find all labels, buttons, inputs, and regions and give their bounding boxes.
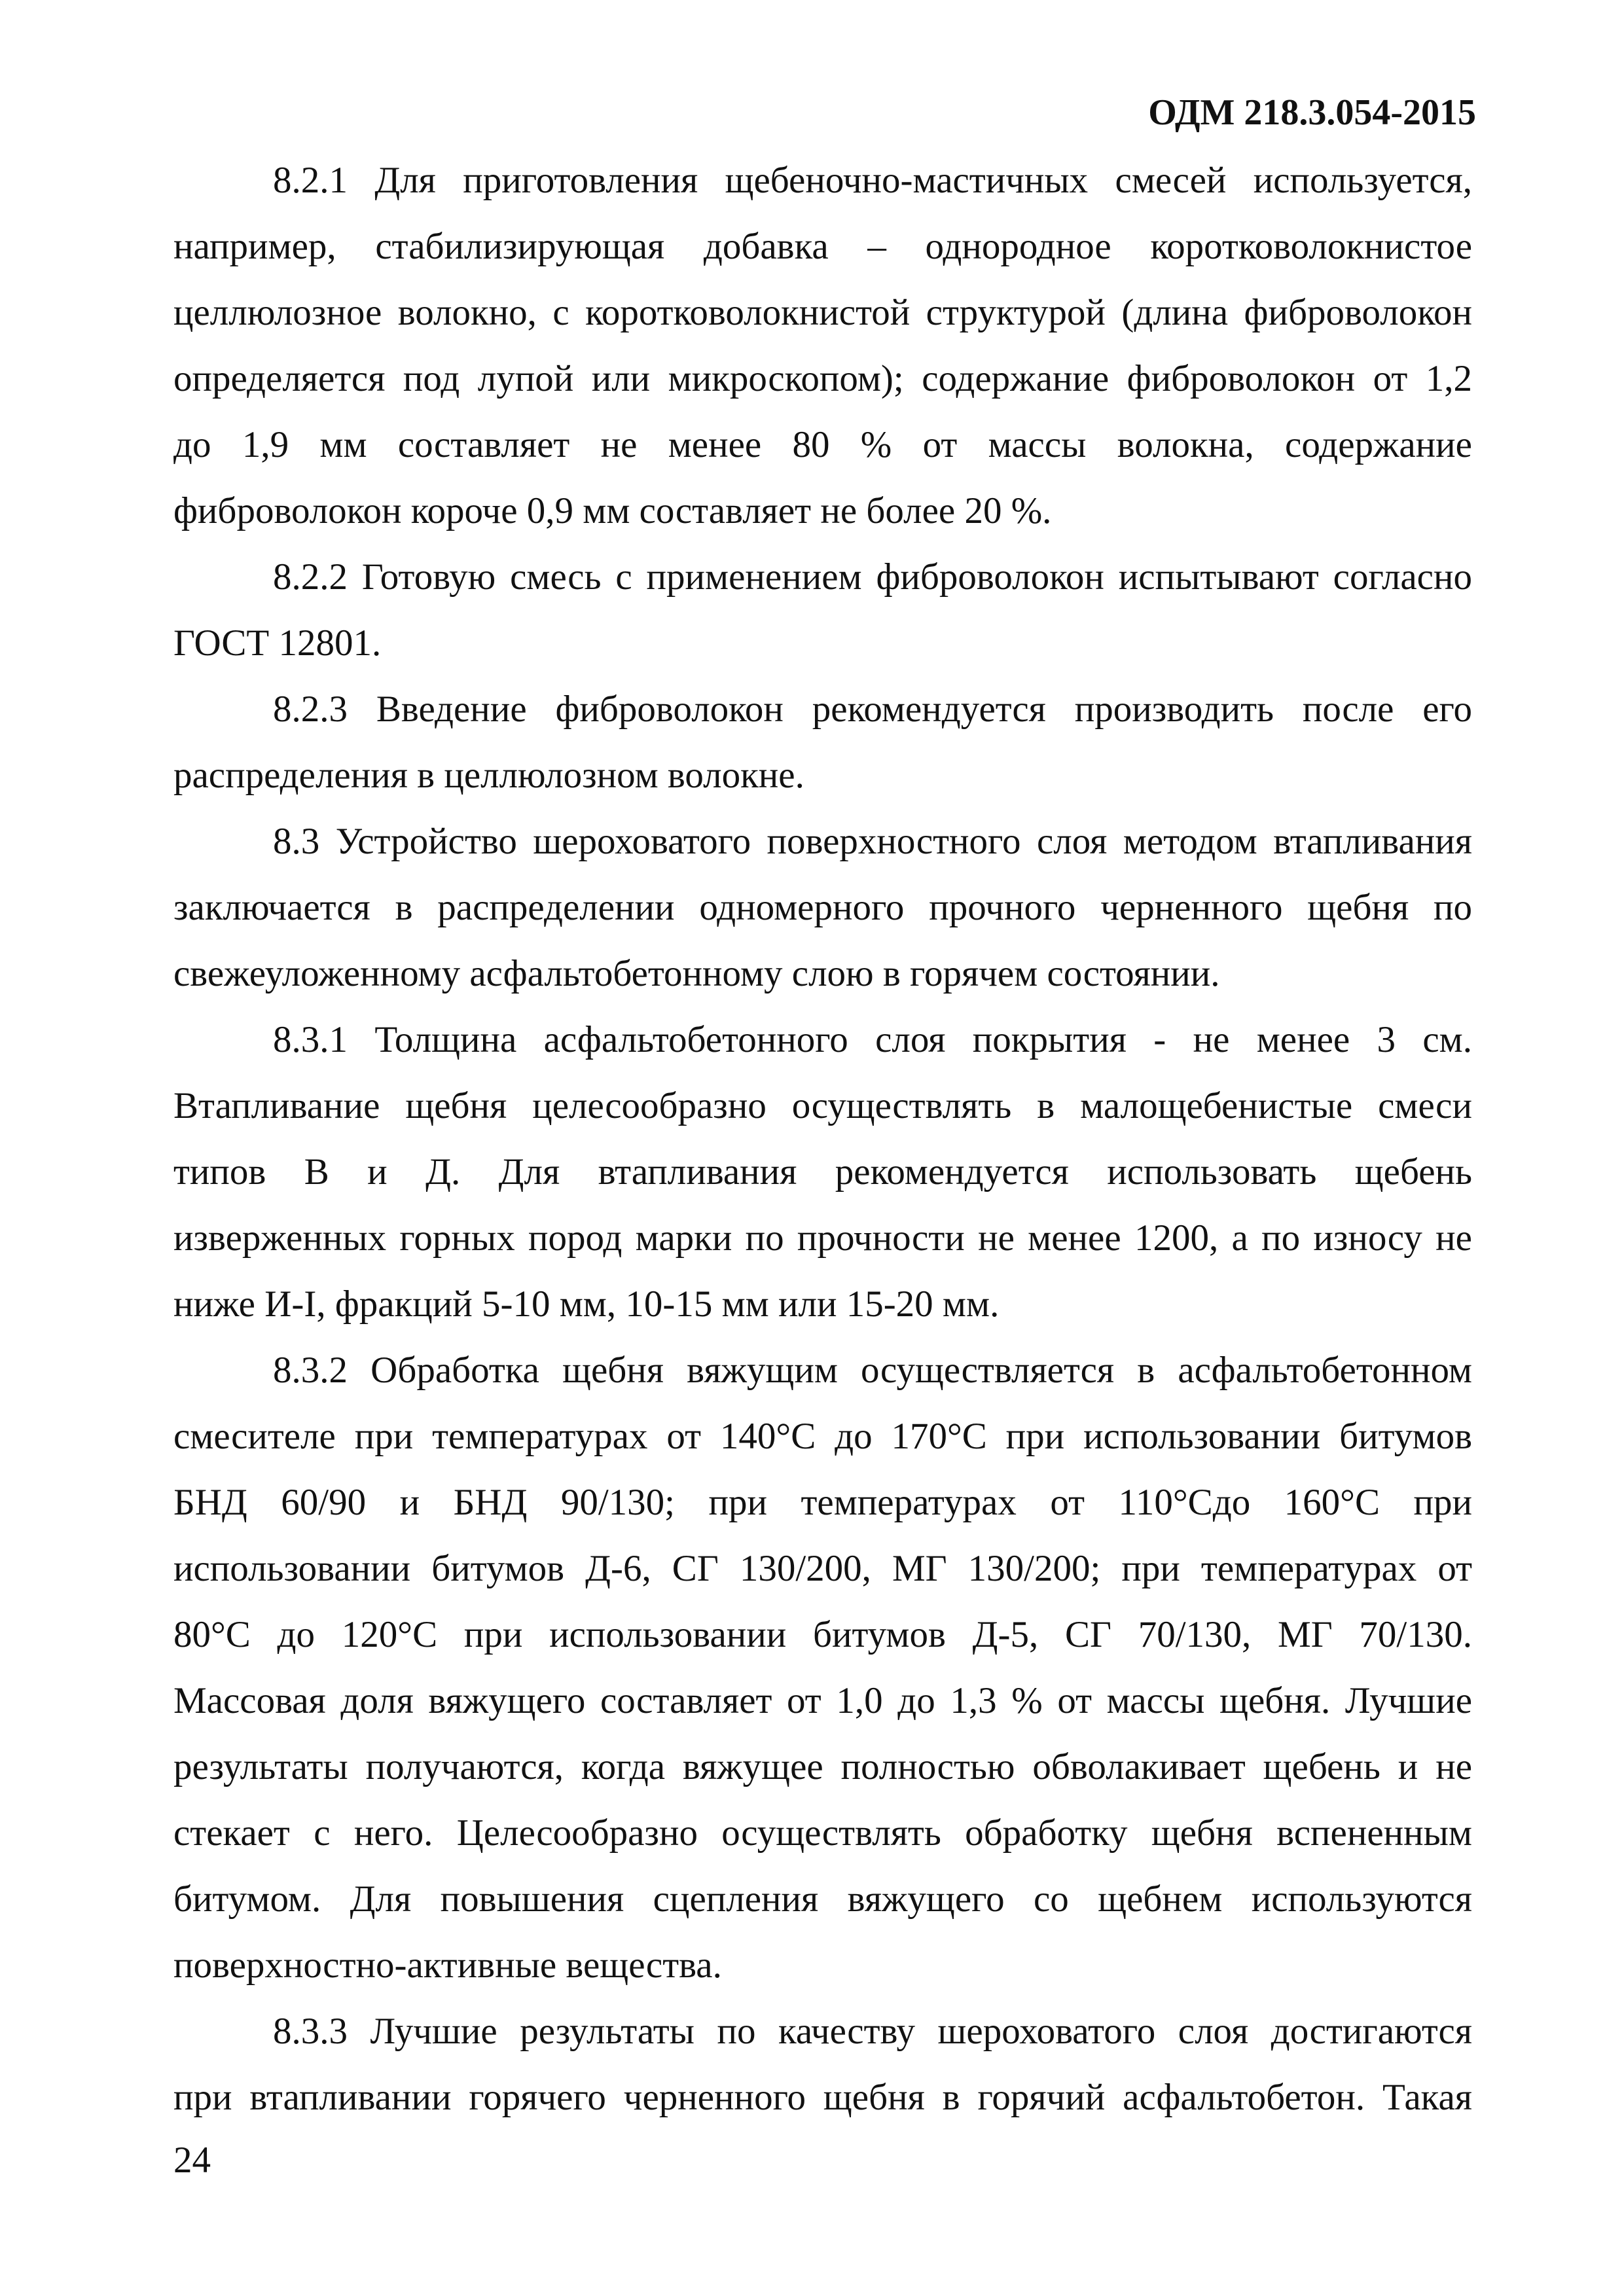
text-line: 8.3.1 Толщина асфальтобетонного слоя покрытия - не менее 3 см. bbox=[273, 1019, 1472, 1060]
text-line: изверженных горных пород марки по прочности не менее 1200, а по износу не bbox=[173, 1217, 1472, 1259]
paragraph-8-3-3 bbox=[173, 1998, 1472, 2130]
text-line: 8.2.2 Готовую смесь с применением фиброволокон испытывают согласно bbox=[273, 556, 1472, 598]
text-line: 80°С до 120°С при использовании битумов Д-5, СГ 70/130, МГ 70/130. bbox=[173, 1614, 1472, 1655]
text-line: ниже И-I, фракций 5-10 мм, 10-15 мм или 15-20 мм. bbox=[173, 1283, 1000, 1325]
text-line: распределения в целлюлозном волокне. bbox=[173, 755, 804, 796]
document-code-header: ОДМ 218.3.054-2015 bbox=[1148, 92, 1476, 133]
text-line: БНД 60/90 и БНД 90/130; при температурах от 110°Сдо 160°С при bbox=[173, 1482, 1472, 1523]
paragraph-8-2-2 bbox=[173, 544, 1472, 676]
text-line: определяется под лупой или микроскопом); содержание фиброволокон от 1,2 bbox=[173, 358, 1472, 399]
text-line: поверхностно-активные вещества. bbox=[173, 1945, 722, 1986]
text-line: результаты получаются, когда вяжущее полностью обволакивает щебень и не bbox=[173, 1746, 1472, 1787]
page-number: 24 bbox=[173, 2140, 211, 2181]
text-line: смесителе при температурах от 140°С до 170°С при использовании битумов bbox=[173, 1416, 1472, 1457]
text-line: Втапливание щебня целесообразно осуществлять в малощебенистые смеси bbox=[173, 1085, 1472, 1126]
text-line: 8.2.1 Для приготовления щебеночно-мастичных смесей используется, bbox=[273, 160, 1472, 201]
text-line: 8.3.2 Обработка щебня вяжущим осуществляется в асфальтобетонном bbox=[273, 1350, 1472, 1391]
text-line: целлюлозное волокно, с коротковолокнистой структурой (длина фиброволокон bbox=[173, 292, 1472, 333]
text-line: до 1,9 мм составляет не менее 80 % от массы волокна, содержание bbox=[173, 424, 1472, 465]
text-line: фиброволокон короче 0,9 мм составляет не более 20 %. bbox=[173, 490, 1052, 531]
text-line: стекает с него. Целесообразно осуществлять обработку щебня вспененным bbox=[173, 1812, 1472, 1854]
text-line: свежеуложенному асфальтобетонному слою в горячем состоянии. bbox=[173, 953, 1220, 994]
text-line: например, стабилизирующая добавка – однородное коротковолокнистое bbox=[173, 226, 1472, 267]
text-line: при втапливании горячего черненного щебня в горячий асфальтобетон. Такая bbox=[173, 2077, 1472, 2118]
paragraph-8-2-3 bbox=[173, 676, 1472, 808]
text-line: 8.2.3 Введение фиброволокон рекомендуется производить после его bbox=[273, 689, 1472, 730]
document-body bbox=[173, 147, 1472, 2130]
text-line: 8.3 Устройство шероховатого поверхностного слоя методом втапливания bbox=[273, 821, 1472, 862]
paragraph-8-3 bbox=[173, 808, 1472, 1007]
paragraph-8-3-1 bbox=[173, 1007, 1472, 1337]
text-line: ГОСТ 12801. bbox=[173, 622, 382, 664]
text-line: 8.3.3 Лучшие результаты по качеству шероховатого слоя достигаются bbox=[273, 2011, 1472, 2052]
text-line: типов В и Д. Для втапливания рекомендуется использовать щебень bbox=[173, 1151, 1472, 1193]
paragraph-8-3-2 bbox=[173, 1337, 1472, 1998]
text-line: битумом. Для повышения сцепления вяжущего со щебнем используются bbox=[173, 1878, 1472, 1920]
text-line: использовании битумов Д-6, СГ 130/200, МГ 130/200; при температурах от bbox=[173, 1548, 1472, 1589]
text-line: Массовая доля вяжущего составляет от 1,0 до 1,3 % от массы щебня. Лучшие bbox=[173, 1680, 1472, 1721]
paragraph-8-2-1 bbox=[173, 147, 1472, 544]
text-line: заключается в распределении одномерного прочного черненного щебня по bbox=[173, 887, 1472, 928]
